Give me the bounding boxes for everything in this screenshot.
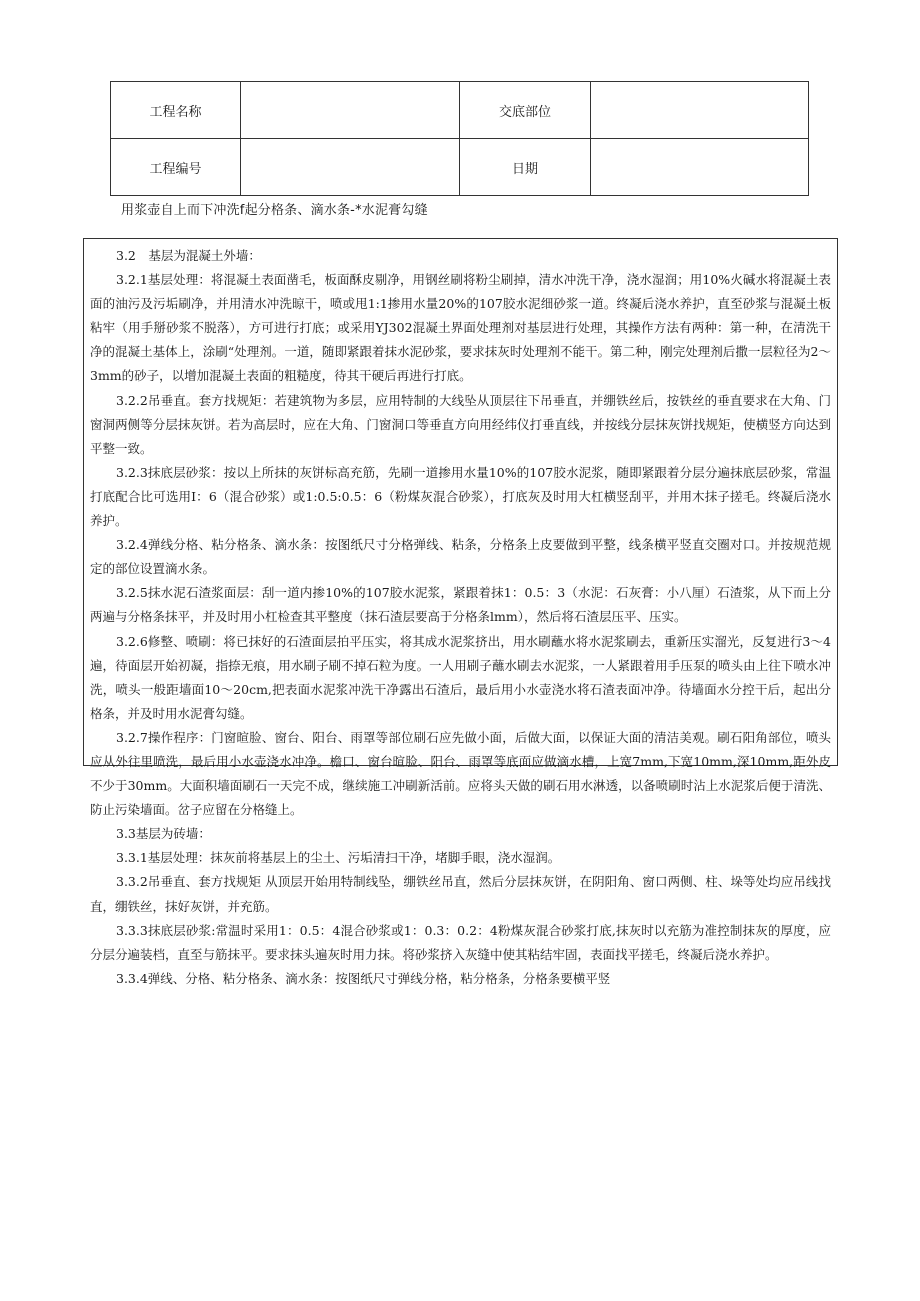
project-number-value: [241, 139, 460, 196]
content-box: [83, 238, 838, 986]
paragraph-3-2-6: 3.2.6修整、喷刷：将已抹好的石渣面层拍平压实，将其成水泥浆挤出，用水刷蘸水将水泥浆刷去，重新压实溜光，反复进行3～4遍，待面层开始初凝，指捺无痕，用水刷子刷不掉石粒为度。一人用刷子蘸水刷去水泥浆，一人紧跟着用手压泵的喷头由上往下喷水冲洗，喷头一般距墙面10～20cm,把表面水泥浆冲洗干净露出石渣后，最后用小水壶浇水将石渣表面冲净。待墙面水分控干后，起出分格条，并及时用水泥膏勾缝。: [90, 633, 831, 721]
handover-part-label: 交底部位: [460, 82, 591, 139]
paragraph-3-2-1: 3.2.1基层处理：将混凝土表面凿毛，板面酥皮剔净，用钢丝刷将粉尘刷掉，清水冲洗干净，浇水湿润；用10%火碱水将混凝土表面的油污及污垢刷净，并用清水冲洗晾干，喷或甩1:1掺用水量20%的107胶水泥细砂浆一道。终凝后浇水养护，直至砂浆与混凝土板粘牢（用手掰砂浆不脱落），方可进行打底；或采用YJ302混凝土界面处理剂对基层进行处理，其操作方法有两种：第一种，在清洗干净的混凝土基体上，涂刷“处理剂。一道，随即紧跟着抹水泥砂浆，要求抹灰时处理剂不能干。第二种，刚完处理剂后撒一层粒径为2～3mm的砂子，以增加混凝土表面的粗糙度，待其干硬后再进行打底。: [90, 272, 831, 384]
paragraph-3-3-2: 3.3.2吊垂直、套方找规矩 从顶层开始用特制线坠，绷铁丝吊直，然后分层抹灰饼，在阴阳角、窗口两侧、柱、垛等处均应吊线找直，绷铁丝，抹好灰饼，并充筋。: [90, 874, 831, 914]
paragraph-3-2-3: 3.2.3抹底层砂浆：按以上所抹的灰饼标高充筋，先刷一道掺用水量10%的107胶水泥浆，随即紧跟着分层分遍抹底层砂浆，常温打底配合比可选用I：6（混合砂浆）或1:0.5:0.5：6（粉煤灰混合砂浆），打底灰及时用大杠横竖刮平，并用木抹子搓毛。终凝后浇水养护。: [90, 464, 831, 529]
paragraph-3-3-3: 3.3.3抹底层砂浆:常温时采用1：0.5：4混合砂浆或1：0.3：0.2：4粉煤灰混合砂浆打底,抹灰时以充筋为准控制抹灰的厚度，应分层分遍装档，直至与筋抹平。要求抹头遍灰时用力抹。将砂浆挤入灰缝中使其粘结牢固，表面找平搓毛，终凝后浇水养护。: [90, 922, 831, 962]
date-value: [591, 139, 809, 196]
header-row-1: [111, 82, 809, 139]
handover-part-value: [591, 82, 809, 139]
project-number-label: 工程编号: [111, 139, 241, 196]
header-table: [110, 81, 809, 196]
section-3-2-heading: 3.2 基层为混凝土外墙：: [116, 248, 261, 263]
project-name-label: 工程名称: [111, 82, 241, 139]
paragraph-3-2-7: 3.2.7操作程序：门窗暄脸、窗台、阳台、雨罩等部位刷石应先做小面，后做大面，以保证大面的清洁美观。刷石阳角部位，喷头应从外往里喷洗，最后用小水壶浇水冲净。檐口、窗台暄脸、阳台、雨罩等底面应做滴水槽，上宽7mm,下宽10mm,深10mm,距外皮不少于30mm。大面积墙面刷石一天完不成，继续施工冲刷新活前。应将头天做的刷石用水淋透，以备喷刷时沾上水泥浆后便于清洗、防止污染墙面。岔子应留在分格缝上。: [90, 729, 831, 818]
date-label: 日期: [460, 139, 591, 196]
carryover-note: 用浆壶自上而下冲洗f起分格条、滴水条-*水泥膏勾缝: [121, 203, 428, 218]
paragraph-3-2-4: 3.2.4弹线分格、粘分格条、滴水条：按图纸尺寸分格弹线、粘条，分格条上皮要做到平整，线条横平竖直交圈对口。并按规范规定的部位设置滴水条。: [90, 537, 831, 577]
paragraph-3-3-1: 3.3.1基层处理：抹灰前将基层上的尘土、污垢清扫干净，堵脚手眼，浇水湿润。: [116, 850, 561, 866]
section-3-3-heading: 3.3基层为砖墙：: [116, 826, 211, 842]
header-row-2: [111, 139, 809, 196]
paragraph-3-2-2: 3.2.2吊垂直。套方找规矩：若建筑物为多层，应用特制的大线坠从顶层往下吊垂直，并绷铁丝后，按铁丝的垂直要求在大角、门窗洞两侧等分层抹灰饼。若为高层时，应在大角、门窗洞口等垂直方向用经纬仪打垂直线，并按线分层抹灰饼找规矩，使横竖方向达到平整一致。: [90, 392, 831, 456]
paragraph-3-2-5: 3.2.5抹水泥石渣浆面层：刮一道内掺10%的107胶水泥浆，紧跟着抹1：0.5：3（水泥：石灰膏：小八厘）石渣浆，从下而上分两遍与分格条抹平，并及时用小杠检查其平整度（抹石渣层要高于分格条lmm），然后将石渣层压平、压实。: [90, 585, 831, 625]
project-name-value: [241, 82, 460, 139]
paragraph-3-3-4: 3.3.4弹线、分格、粘分格条、滴水条：按图纸尺寸弹线分格，粘分格条，分格条要横平竖: [116, 970, 611, 986]
